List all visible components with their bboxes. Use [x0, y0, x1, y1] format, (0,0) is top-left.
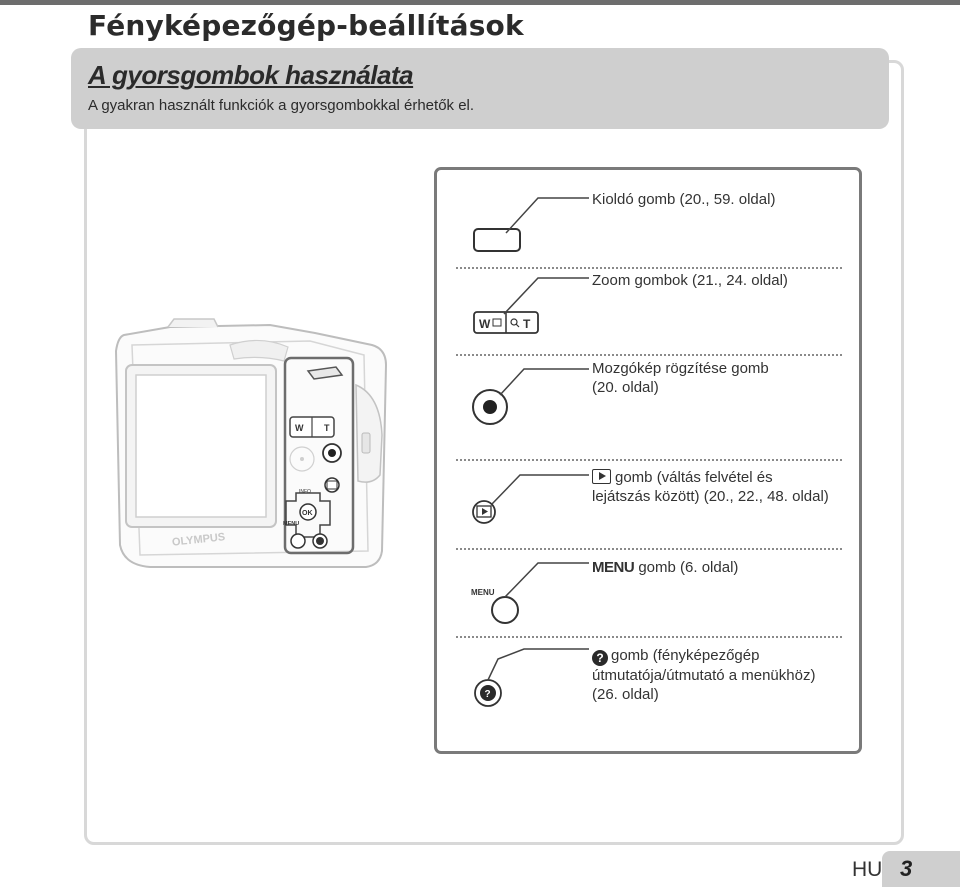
movie-record-icon [473, 369, 589, 424]
play-label-line1: gomb (váltás felvétel és [615, 469, 773, 486]
guide-label-line3: (26. oldal) [592, 686, 659, 703]
play-label [592, 468, 829, 506]
menu-label-text: gomb (6. oldal) [638, 559, 739, 576]
camera-illustration [110, 315, 400, 575]
zoom-t-label: T [523, 317, 531, 331]
guide-label-line1: gomb (fényképezőgép [611, 647, 760, 664]
help-icon [475, 649, 589, 706]
divider [456, 267, 842, 269]
divider [456, 636, 842, 638]
menu-label [592, 558, 738, 577]
movie-label-line1: Mozgókép rögzítése gomb [592, 360, 769, 377]
movie-label [592, 359, 769, 397]
language-code: HU [852, 858, 883, 881]
menu-word: MENU [592, 559, 635, 576]
divider [456, 548, 842, 550]
menu-button-icon [471, 563, 589, 623]
zoom-buttons-icon [474, 278, 589, 333]
guide-label-line2: útmutatója/útmutató a menükhöz) [592, 667, 816, 684]
guide-label [592, 646, 815, 704]
menu-icon-caption: MENU [471, 588, 495, 597]
divider [456, 354, 842, 356]
movie-label-line2: (20. oldal) [592, 379, 659, 396]
camera-menu-label: MENU [283, 521, 300, 527]
shutter-label: Kioldó gomb (20., 59. oldal) [592, 191, 776, 208]
section-title: A gyorsgombok használata [88, 60, 414, 90]
zoom-w-label: W [479, 317, 491, 331]
page-title: Fényképezőgép-beállítások [88, 9, 524, 42]
section-subtitle: A gyakran használt funkciók a gyorsgombokkal érhetők el. [88, 97, 475, 114]
svg-text:?: ? [484, 689, 491, 700]
zoom-label: Zoom gombok (21., 24. oldal) [592, 272, 788, 289]
play-label-line2: lejátszás között) (20., 22., 48. oldal) [592, 488, 829, 505]
camera-info-label: INFO [299, 489, 311, 495]
top-rule [0, 0, 960, 5]
shutter-button-icon [474, 198, 589, 251]
brand-logo-text: OLYMPUS [171, 531, 226, 549]
help-inline-icon: ? [592, 650, 608, 666]
divider [456, 459, 842, 461]
play-inline-icon [592, 469, 611, 484]
camera-zoom-t: T [324, 423, 330, 433]
page-number-tab [882, 851, 960, 887]
camera-zoom-w: W [295, 423, 304, 433]
playback-icon [473, 475, 589, 523]
page-number: 3 [900, 856, 913, 881]
camera-ok-label: OK [302, 510, 313, 517]
section-banner [71, 48, 889, 129]
